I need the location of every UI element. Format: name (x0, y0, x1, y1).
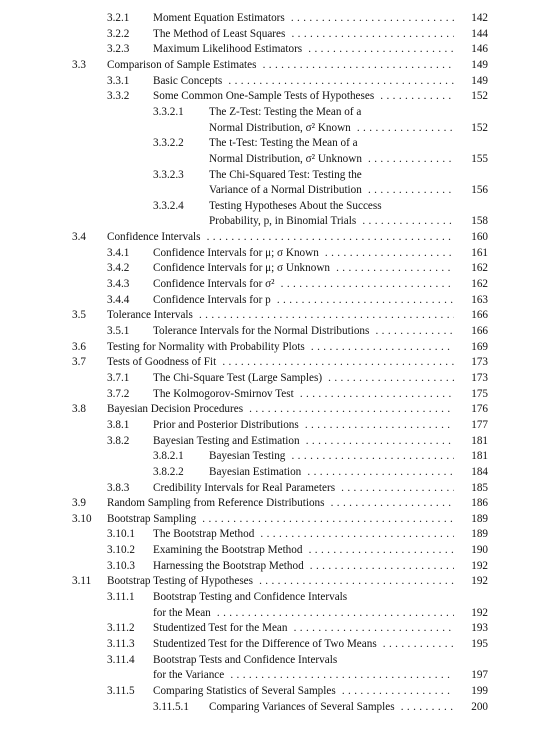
toc-entry-title (153, 277, 454, 293)
toc-entry-line[interactable] (0, 449, 534, 465)
toc-entry-line[interactable] (0, 230, 534, 246)
toc-entry-title-text: Credibility Intervals for Real Parameters (153, 482, 338, 494)
toc-entry-number: 3.10.2 (107, 544, 135, 557)
toc-entry-number: 3.11.1 (107, 591, 135, 604)
toc-entry-title-text: Bayesian Testing and Estimation (153, 435, 303, 447)
toc-entry-title-text: Normal Distribution, σ² Unknown (209, 153, 365, 165)
toc-entry-page-number: 158 (471, 215, 488, 228)
toc-entry-line[interactable] (0, 277, 534, 293)
toc-entry-title (153, 637, 454, 653)
toc-entry-line[interactable] (0, 340, 534, 356)
toc-entry-title-text: The t-Test: Testing the Mean of a (209, 137, 361, 149)
toc-entry-page-number: 152 (471, 121, 488, 134)
toc-entry-title-text: for the Variance (153, 669, 227, 681)
toc-entry-line[interactable] (0, 512, 534, 528)
toc-entry-number: 3.3.2.3 (153, 168, 184, 181)
toc-entry-title-text: Basic Concepts (153, 75, 225, 87)
toc-entry-title (153, 89, 454, 105)
toc-entry-page-number: 181 (471, 434, 488, 447)
toc-entry-line[interactable] (0, 700, 534, 716)
toc-entry-title-text: Maximum Likelihood Estimators (153, 43, 305, 55)
toc-entry-line[interactable] (0, 434, 534, 450)
toc-entry-number: 3.7.1 (107, 371, 130, 384)
toc-entry-page-number: 149 (471, 58, 488, 71)
toc-entry-line[interactable] (0, 465, 534, 481)
toc-entry-number: 3.11.5 (107, 684, 135, 697)
toc-entry-number: 3.7 (72, 356, 86, 369)
toc-entry-line[interactable] (0, 136, 534, 152)
toc-entry-title-text: Confidence Intervals for μ; σ Known (153, 247, 322, 259)
toc-entry-title (107, 402, 454, 418)
toc-entry-title (209, 199, 454, 215)
toc-entry-title (107, 496, 454, 512)
toc-entry-title-text: The Z-Test: Testing the Mean of a (209, 106, 364, 118)
toc-entry-number: 3.8 (72, 403, 86, 416)
toc-entry-title-text: Some Common One-Sample Tests of Hypotheses (153, 90, 377, 102)
toc-entry-title (107, 340, 454, 356)
toc-entry-title-text: for the Mean (153, 607, 214, 619)
toc-entry-title-text: Studentized Test for the Difference of Two Means (153, 638, 380, 650)
toc-entry-title (107, 355, 454, 371)
toc-entry-line[interactable] (0, 168, 534, 184)
toc-entry-title-text: Tolerance Intervals (107, 309, 196, 321)
toc-entry-title (209, 449, 454, 465)
toc-entry-title-text: Comparing Variances of Several Samples (209, 701, 398, 713)
toc-entry-title (153, 434, 454, 450)
toc-entry-number: 3.7.2 (107, 387, 130, 400)
toc-entry-page-number: 199 (471, 684, 488, 697)
toc-entry-title-text: The Chi-Square Test (Large Samples) (153, 372, 325, 384)
toc-entry-line[interactable] (0, 402, 534, 418)
toc-entry-title (153, 481, 454, 497)
toc-entry-title (209, 136, 454, 152)
toc-entry-line[interactable] (0, 653, 534, 669)
toc-entry-page-number: 161 (471, 246, 488, 259)
toc-entry-title (153, 653, 454, 669)
toc-entry-title (209, 465, 454, 481)
toc-entry-page-number: 162 (471, 262, 488, 275)
toc-entry-page-number: 192 (471, 559, 488, 572)
toc-entry-line[interactable] (0, 637, 534, 653)
toc-entry-number: 3.3.1 (107, 74, 130, 87)
toc-entry-title (107, 230, 454, 246)
toc-entry-line[interactable] (0, 89, 534, 105)
toc-entry-page-number: 177 (471, 418, 488, 431)
toc-entry-number: 3.8.3 (107, 481, 130, 494)
toc-entry-title (107, 512, 454, 528)
toc-entry-line[interactable] (0, 481, 534, 497)
toc-entry-number: 3.4.4 (107, 293, 130, 306)
toc-entry-title-text: Comparison of Sample Estimates (107, 59, 259, 71)
toc-entry-title (153, 11, 454, 27)
toc-entry-page-number: 173 (471, 356, 488, 369)
toc-entry-title (153, 293, 454, 309)
toc-entry-page-number: 149 (471, 74, 488, 87)
toc-entry-page-number: 197 (471, 669, 488, 682)
toc-entry-number: 3.3.2 (107, 90, 130, 103)
toc-entry-title-text: The Kolmogorov-Smirnov Test (153, 388, 297, 400)
toc-entry-title (153, 606, 454, 622)
toc-entry-line[interactable] (0, 668, 534, 684)
toc-entry-line[interactable] (0, 121, 534, 137)
toc-entry-line[interactable] (0, 58, 534, 74)
toc-entry-page-number: 173 (471, 371, 488, 384)
toc-entry-title-text: Bayesian Decision Procedures (107, 403, 246, 415)
toc-entry-title (107, 58, 454, 74)
toc-entry-line[interactable] (0, 684, 534, 700)
toc-entry-line[interactable] (0, 324, 534, 340)
toc-entry-page-number: 156 (471, 184, 488, 197)
toc-entry-title (209, 152, 454, 168)
toc-entry-line[interactable] (0, 355, 534, 371)
toc-entry-line[interactable] (0, 183, 534, 199)
toc-entry-title-text: Harnessing the Bootstrap Method (153, 560, 307, 572)
toc-entry-number: 3.2.3 (107, 43, 130, 56)
toc-entry-title-text: Confidence Intervals for p (153, 294, 274, 306)
toc-entry-page-number: 189 (471, 512, 488, 525)
toc-entry-line[interactable] (0, 214, 534, 230)
toc-entry-title-text: Comparing Statistics of Several Samples (153, 685, 339, 697)
toc-entry-title-text: Tolerance Intervals for the Normal Distributions (153, 325, 372, 337)
toc-entry-number: 3.11.4 (107, 653, 135, 666)
toc-entry-title-text: Confidence Intervals for σ² (153, 278, 278, 290)
toc-entry-title-text: Tests of Goodness of Fit (107, 356, 219, 368)
toc-entry-title (153, 621, 454, 637)
toc-entry-page-number: 166 (471, 309, 488, 322)
toc-entry-title-text: Variance of a Normal Distribution (209, 184, 365, 196)
toc-entry-title-text: Moment Equation Estimators (153, 12, 288, 24)
toc-entry-line[interactable] (0, 496, 534, 512)
toc-entry-title (209, 183, 454, 199)
toc-entry-title-text: Confidence Intervals for μ; σ Unknown (153, 262, 333, 274)
toc-entry-title-text: Testing for Normality with Probability Plots (107, 341, 308, 353)
toc-entry-number: 3.3 (72, 58, 86, 71)
toc-entry-title (209, 168, 454, 184)
toc-entry-line[interactable] (0, 246, 534, 262)
toc-entry-title (153, 559, 454, 575)
toc-entry-page-number: 160 (471, 231, 488, 244)
toc-entry-number: 3.5 (72, 309, 86, 322)
toc-entry-title-text: Normal Distribution, σ² Known (209, 122, 354, 134)
toc-entry-line[interactable] (0, 199, 534, 215)
toc-entry-title (153, 324, 454, 340)
toc-entry-line[interactable] (0, 152, 534, 168)
toc-entry-page-number: 175 (471, 387, 488, 400)
toc-entry-page-number: 195 (471, 638, 488, 650)
toc-entry-number: 3.9 (72, 497, 86, 510)
toc-entry-number: 3.4.3 (107, 278, 130, 291)
toc-entry-page-number: 200 (471, 700, 488, 713)
toc-entry-line[interactable] (0, 105, 534, 121)
toc-entry-page-number: 176 (471, 403, 488, 416)
toc-entry-title (153, 74, 454, 90)
toc-entry-title-text: Random Sampling from Reference Distributions (107, 497, 328, 509)
toc-entry-number: 3.5.1 (107, 325, 130, 337)
toc-entry-number: 3.8.2 (107, 434, 130, 447)
toc-entry-line[interactable] (0, 621, 534, 637)
toc-entry-number: 3.8.1 (107, 418, 130, 431)
toc-entry-title (153, 418, 454, 434)
toc-entry-title-text: Testing Hypotheses About the Success (209, 200, 385, 212)
toc-entry-line[interactable] (0, 574, 534, 590)
toc-entry-title (209, 214, 454, 230)
toc-entry-number: 3.2.2 (107, 27, 130, 40)
toc-entry-number: 3.4.2 (107, 262, 130, 275)
toc-entry-title-text: Bootstrap Sampling (107, 513, 199, 525)
toc-entry-title (153, 387, 454, 403)
toc-entry-line[interactable] (0, 387, 534, 403)
toc-entry-number: 3.3.2.4 (153, 199, 184, 212)
toc-entry-title-text: Examining the Bootstrap Method (153, 544, 305, 556)
toc-entry-number: 3.10 (72, 512, 92, 525)
toc-entry-line[interactable] (0, 308, 534, 324)
toc-entry-number: 3.11 (72, 575, 92, 588)
toc-entry-line[interactable] (0, 371, 534, 387)
toc-entry-page-number: 184 (471, 465, 488, 478)
toc-entry-line[interactable] (0, 27, 534, 43)
toc-entry-title (153, 590, 454, 606)
toc-entry-line[interactable] (0, 261, 534, 277)
toc-entry-title-text: Bootstrap Tests and Confidence Intervals (153, 654, 340, 666)
toc-entry-page-number: 162 (471, 278, 488, 291)
toc-entry-line[interactable] (0, 527, 534, 543)
toc-entry-title-text: Bootstrap Testing and Confidence Intervals (153, 591, 350, 603)
toc-entry-page-number: 185 (471, 481, 488, 494)
toc-entry-title (209, 700, 454, 716)
toc-entry-title-text: Probability, p, in Binomial Trials (209, 215, 359, 227)
toc-entry-number: 3.11.3 (107, 638, 135, 650)
toc-entry-page-number: 144 (471, 27, 488, 40)
toc-entry-title (153, 261, 454, 277)
toc-entry-page-number: 181 (471, 450, 488, 463)
toc-entry-number: 3.10.3 (107, 559, 135, 572)
toc-entry-page-number: 189 (471, 528, 488, 541)
toc-entry-number: 3.3.2.2 (153, 137, 184, 150)
toc-entry-line[interactable] (0, 42, 534, 58)
toc-entry-number: 3.10.1 (107, 528, 135, 541)
toc-entry-line[interactable] (0, 418, 534, 434)
toc-entry-title (153, 371, 454, 387)
toc-entry-line[interactable] (0, 590, 534, 606)
toc-entry-title (153, 543, 454, 559)
toc-entry-title (153, 42, 454, 58)
toc-entry-line[interactable] (0, 559, 534, 575)
toc-entry-title (153, 27, 454, 43)
toc-entry-line[interactable] (0, 293, 534, 309)
toc-entry-title-text: Confidence Intervals (107, 231, 204, 243)
toc-entry-title (153, 527, 454, 543)
toc-entry-number: 3.6 (72, 340, 86, 353)
toc-entry-title-text: Bayesian Testing (209, 450, 288, 462)
toc-entry-title (153, 668, 454, 684)
toc-entry-page-number: 192 (471, 606, 488, 619)
toc-entry-page-number: 186 (471, 497, 488, 510)
toc-entry-page-number: 190 (471, 544, 488, 557)
toc-entry-number: 3.11.2 (107, 622, 135, 635)
toc-entry-title-text: Bayesian Estimation (209, 466, 304, 478)
toc-entry-line[interactable] (0, 606, 534, 622)
toc-entry-title-text: The Chi-Squared Test: Testing the (209, 169, 365, 181)
toc-entry-title-text: Prior and Posterior Distributions (153, 419, 302, 431)
toc-entry-page-number: 163 (471, 293, 488, 306)
toc-entry-page-number: 142 (471, 12, 488, 24)
toc-entry-title (209, 105, 454, 121)
toc-entry-number: 3.8.2.1 (153, 450, 184, 463)
toc-entry-title-text: Studentized Test for the Mean (153, 622, 290, 634)
toc-entry-number: 3.2.1 (107, 12, 130, 24)
toc-entry-title (107, 574, 454, 590)
toc-entry-title-text: Bootstrap Testing of Hypotheses (107, 575, 256, 587)
toc-entry-line[interactable] (0, 543, 534, 559)
toc-entry-number: 3.11.5.1 (153, 700, 189, 713)
toc-entry-number: 3.8.2.2 (153, 465, 184, 478)
toc-entry-page-number: 152 (471, 90, 488, 103)
toc-entry-line[interactable] (0, 74, 534, 90)
toc-entry-title (107, 308, 454, 324)
toc-entry-page-number: 146 (471, 43, 488, 56)
toc-entry-page-number: 155 (471, 152, 488, 165)
toc-entry-number: 3.4 (72, 231, 86, 244)
toc-entry-page-number: 192 (471, 575, 488, 588)
toc-entry-title-text: The Bootstrap Method (153, 528, 257, 540)
toc-entry-line[interactable] (0, 11, 534, 27)
toc-entry-number: 3.3.2.1 (153, 105, 184, 118)
toc-entry-title (153, 684, 454, 700)
toc-entry-title (209, 121, 454, 137)
toc-entry-title-text: The Method of Least Squares (153, 28, 288, 40)
toc-entry-page-number: 166 (471, 325, 488, 337)
toc-entry-page-number: 193 (471, 622, 488, 635)
toc-entry-number: 3.4.1 (107, 246, 130, 259)
toc-entry-title (153, 246, 454, 262)
toc-entry-page-number: 169 (471, 340, 488, 353)
